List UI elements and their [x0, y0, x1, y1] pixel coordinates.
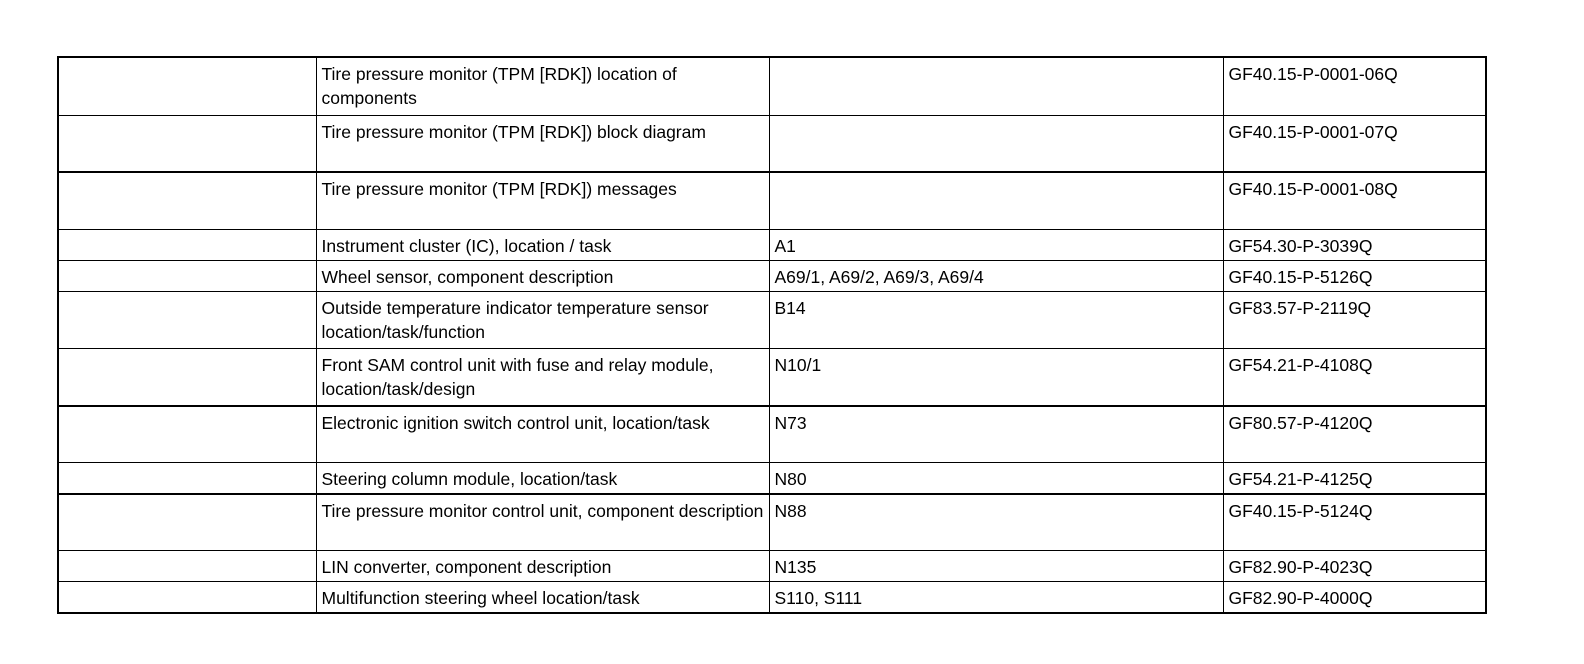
table-row — [58, 348, 1486, 406]
description-cell: Wheel sensor, component description — [316, 260, 769, 291]
component-cell: A1 — [769, 229, 1223, 260]
blank-cell — [58, 115, 316, 172]
document-cell: GF80.57-P-4120Q — [1223, 406, 1486, 462]
component-cell — [769, 57, 1223, 115]
blank-cell — [58, 57, 316, 115]
document-cell: GF54.30-P-3039Q — [1223, 229, 1486, 260]
description-cell: Electronic ignition switch control unit, location/task — [316, 406, 769, 462]
description-cell: Steering column module, location/task — [316, 462, 769, 494]
description-cell: Tire pressure monitor (TPM [RDK]) messages — [316, 172, 769, 229]
component-cell — [769, 172, 1223, 229]
blank-cell — [58, 291, 316, 348]
description-cell: LIN converter, component description — [316, 551, 769, 582]
blank-cell — [58, 406, 316, 462]
description-cell: Tire pressure monitor control unit, component description — [316, 494, 769, 551]
document-cell: GF40.15-P-0001-06Q — [1223, 57, 1486, 115]
table-row — [58, 582, 1486, 614]
description-cell: Front SAM control unit with fuse and relay module, location/task/design — [316, 348, 769, 406]
blank-cell — [58, 462, 316, 494]
component-cell: B14 — [769, 291, 1223, 348]
table-row — [58, 229, 1486, 260]
table-row — [58, 172, 1486, 229]
document-cell: GF54.21-P-4108Q — [1223, 348, 1486, 406]
component-cell: N135 — [769, 551, 1223, 582]
document-cell: GF54.21-P-4125Q — [1223, 462, 1486, 494]
component-cell: N10/1 — [769, 348, 1223, 406]
blank-cell — [58, 229, 316, 260]
document-cell: GF82.90-P-4000Q — [1223, 582, 1486, 614]
blank-cell — [58, 582, 316, 614]
table-row — [58, 406, 1486, 462]
blank-cell — [58, 494, 316, 551]
component-cell: S110, S111 — [769, 582, 1223, 614]
blank-cell — [58, 551, 316, 582]
table-row — [58, 260, 1486, 291]
blank-cell — [58, 172, 316, 229]
description-cell: Tire pressure monitor (TPM [RDK]) location of components — [316, 57, 769, 115]
description-cell: Instrument cluster (IC), location / task — [316, 229, 769, 260]
document-cell: GF83.57-P-2119Q — [1223, 291, 1486, 348]
blank-cell — [58, 260, 316, 291]
document-cell: GF40.15-P-5124Q — [1223, 494, 1486, 551]
document-cell: GF40.15-P-0001-08Q — [1223, 172, 1486, 229]
component-cell: N80 — [769, 462, 1223, 494]
table-row — [58, 115, 1486, 172]
document-cell: GF40.15-P-0001-07Q — [1223, 115, 1486, 172]
component-cell — [769, 115, 1223, 172]
reference-table-body — [58, 57, 1486, 613]
table-row — [58, 57, 1486, 115]
component-cell: N88 — [769, 494, 1223, 551]
reference-table — [57, 56, 1487, 614]
component-cell: N73 — [769, 406, 1223, 462]
description-cell: Multifunction steering wheel location/task — [316, 582, 769, 614]
blank-cell — [58, 348, 316, 406]
document-cell: GF40.15-P-5126Q — [1223, 260, 1486, 291]
component-cell: A69/1, A69/2, A69/3, A69/4 — [769, 260, 1223, 291]
table-row — [58, 291, 1486, 348]
table-row — [58, 551, 1486, 582]
table-row — [58, 494, 1486, 551]
table-row — [58, 462, 1486, 494]
document-cell: GF82.90-P-4023Q — [1223, 551, 1486, 582]
description-cell: Outside temperature indicator temperature sensor location/task/function — [316, 291, 769, 348]
description-cell: Tire pressure monitor (TPM [RDK]) block diagram — [316, 115, 769, 172]
